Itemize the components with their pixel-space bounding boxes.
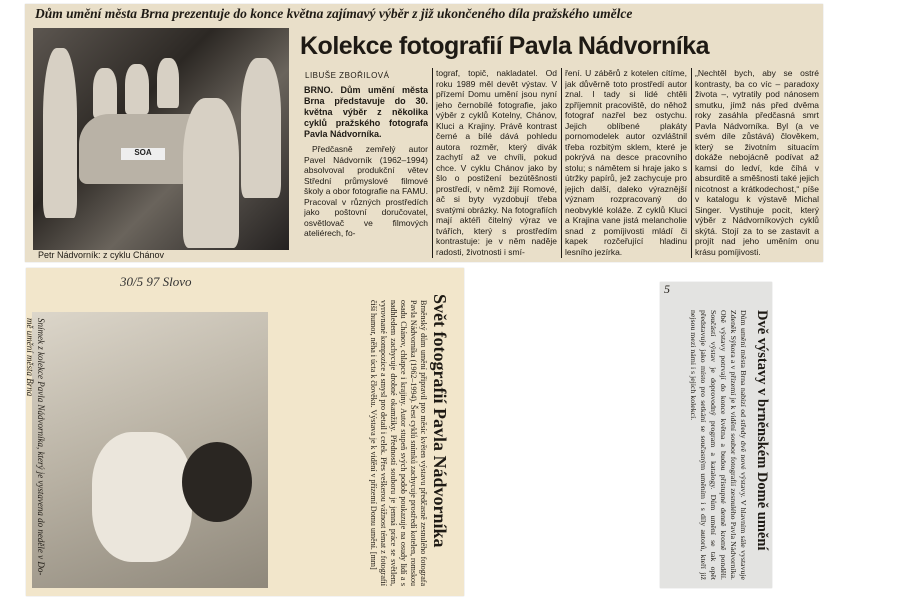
article-kicker: Dům umění města Brna prezentuje do konce května zajímavý výběr z již ukončeného díla pražského umělce [35,6,633,21]
license-plate: SOA [121,148,165,160]
article-2-headline: Svět fotografií Pavla Nádvorníka [430,294,450,548]
column-1-text: Předčasně zemřelý autor Pavel Nádvorník (1962–1994) absolvoval produkční větev Střední průmyslové filmové školy a obor fotografie na FAMU. Pracoval v různých prostředích jako poštovní doručovatel, osvětlovač ve filmových ateliérech, fo- [304,144,428,238]
article-column-4 [695,68,819,258]
column-divider [691,68,692,258]
handwritten-number: 5 [664,282,670,296]
photo-caption: Petr Nádvorník: z cyklu Chánov [38,250,165,260]
article-3-headline: Dvě výstavy v brněnském Domě umění [754,310,770,551]
article-photo-2 [32,312,268,588]
photo-caption-2-line-2: mě umění města Brna [25,318,35,397]
article-lead: BRNO. Dům umění města Brna představuje do 30. května výběr z několika cyklů pražského fotografa Pavla Nádvorníka. [304,85,428,139]
handwritten-note: 30/5 97 Slovo [120,274,192,289]
column-divider [432,68,433,258]
article-photo [33,28,289,250]
photo-caption-2-line-1: Snímek z kolekce Pavla Nádvorníka, který je vystavena do neděle v Do- [36,318,46,576]
column-2-text: tograf, topič, nakladatel. Od roku 1989 měl devět výstav. V přízemí Domu umění jsou nyní jeho černobílé fotografie, jako výběr z cyklů Kotelny, Chánov, Kluci a Krajiny. Právě kontrast černé a bílé dává pohledu autora rozměr, který divák zachytí až ve chvíli, pokud chce. V cyklu Chánov jako by šlo o postižení bezútěšnosti prostředí, v němž žijí Romové, ač si byty vyzdobují třeba svatými obrázky. Na fotografiích mají aktéři čitelný výraz ve tvářích, který s prostředím kontrastuje: je v něm naděje radosti, životnosti i smí- [436,68,557,257]
article-column-2 [436,68,557,258]
photo-caption-2 [24,318,46,586]
column-4-text: „Nechtěl bych, aby se ostré kontrasty, ba co víc – paradoxy života –, vytratily pod nánosem smutku, jímž nás před dvěma roky zasáhla předčasná smrt Pavla Nádvorníka. Byl (a ve svém díle zůstává) člověkem, který se životním situacím dokáže nebojácně podívat až kamsi do ledví, kde číhá v absurditě a směšnosti také jejich nicotnost a krátkodechost,“ píše v katalogu k výstavě Michal Singer. Vystihuje pocit, který výběr z Nádvorníkových cyklů skýtá. Stojí za to se zastavit a projít nad jeho uměním onu krásu pomíjivosti. [695,68,819,257]
article-column-1 [304,85,428,257]
article-2-body: Brněnský dům umění připravil pro měsíc květen výstavu předčasně zesnulého fotografa Pavla Nádvorníka (1962–1994). Šest cyklů snímků zachycuje prostředí kotelen, romskou osadu Chánov, chlapce i krajiny. Autor stupeň svých podob poukazuje na osudy lidí a s nadhledem zachycuje drobné okamžiky. Předností souboru je jemná práce se světlem, vyrovnané kompozice a smysl pro detail i celek. Přes veškerou vážnost témat z fotografií čiší humor, něha i úcta k člověku. Výstava je k vidění v přízemí Domu umění. [mm] [369,300,428,586]
author-byline: LIBUŠE ZBOŘILOVÁ [305,71,390,80]
article-3-body: Dům umění města Brna nabízí od středy dvě nové výstavy. V hlavním sále vystavuje Zdeněk Sýkora a v přízemí je k vidění soubor fotografií zesnulého Pavla Nádvorníka. Obě výstavy potrvají do konce května a budou přístupné denně kromě pondělí. Součástí výstav je doprovodný program a katalogy. Dům umění se tak opět představuje jako místo pro setkání se současným uměním i s díly autorů, kteří již nejsou mezi námi i s jejich kolekcí. [689,310,748,580]
article-headline: Kolekce fotografií Pavla Nádvorníka [300,32,710,60]
article-column-3 [565,68,687,258]
column-3-text: ření. U záběrů z kotelen cítíme, jak důvěrně toto prostředí autor znal. I tady si lidé chtěli zpříjemnit pracoviště, do něhož fotograf nazřel bez ostychu. Jejich oblíbené plakáty pornomodelek autor ozvláštnil třeba rozbitým sklem, které je pokrývá na desce pracovního stolu; s námětem si hraje jako s útržky papírů, jež zachycuje pro jejich další, daleko výraznější význam rozpracovaný do neobvyklé koláže. Z cyklů Kluci a Krajina vane jistá melancholie snad z pomíjivosti mládí či kapek rozčeřující hladinu lesního jezírka. [565,68,687,257]
column-divider [561,68,562,258]
